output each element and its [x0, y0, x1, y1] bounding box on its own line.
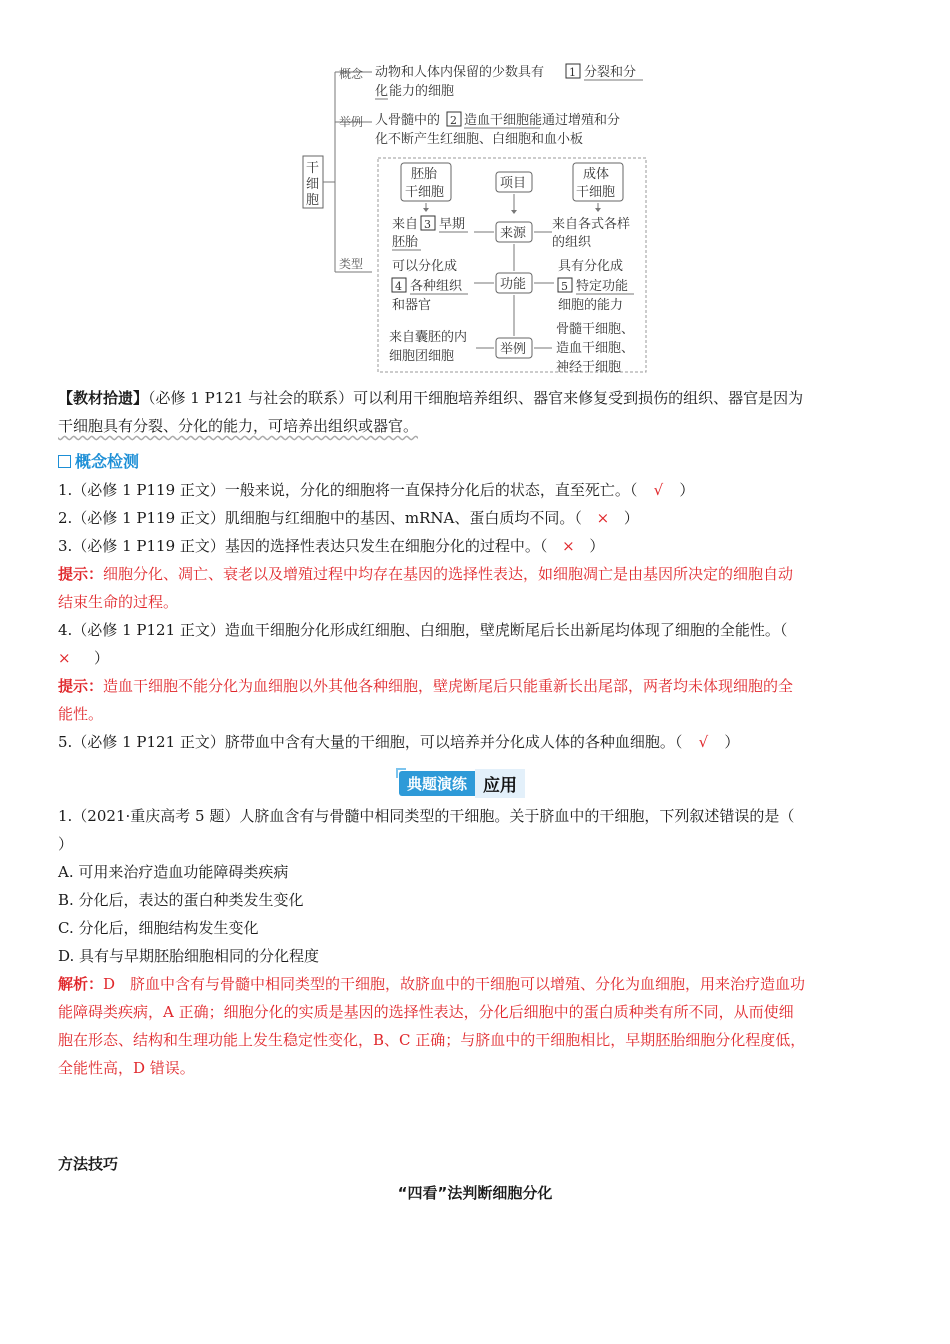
blank-4-num: 4	[395, 280, 402, 293]
option-b: B. 分化后，表达的蛋白种类发生变化	[58, 891, 304, 909]
option-c: C. 分化后，细胞结构发生变化	[58, 919, 259, 937]
check-item-3	[58, 532, 892, 560]
embryo-ex-2: 细胞团细胞	[389, 349, 455, 364]
root-char-2: 细	[306, 177, 320, 192]
analysis-line-4: 全能性高，D 错误。	[58, 1059, 195, 1077]
check-item-5-text: 5.（必修 1 P121 正文）脐带血中含有大量的干细胞，可以培养并分化成人体的各种血细胞。（	[58, 733, 683, 751]
practice-badge-tag: 典题演练	[399, 771, 475, 796]
example-text-1: 人骨髓中的	[375, 113, 441, 128]
check-item-4-text: 4.（必修 1 P121 正文）造血干细胞分化形成红细胞、白细胞，壁虎断尾后长出新尾均体现了细胞的全能性。（	[58, 621, 788, 639]
blank-3-num: 3	[424, 218, 431, 231]
blank-1-num: 1	[569, 66, 576, 79]
concept-check-heading	[58, 448, 892, 476]
row-source: 来源	[500, 226, 527, 241]
concept-check-list	[58, 476, 892, 756]
root-char-3: 胞	[306, 193, 320, 208]
row-example: 举例	[500, 342, 527, 357]
check-item-2-close: ）	[623, 509, 639, 527]
supplement-text-2: 干细胞具有分裂、分化的能力，可培养出组织或器官。	[58, 417, 419, 435]
check-item-3-mark: ×	[562, 537, 575, 555]
col-item: 项目	[500, 176, 527, 191]
adult-ex-1: 骨髓干细胞、	[556, 322, 635, 337]
option-d: D. 具有与早期胚胎细胞相同的分化程度	[58, 947, 320, 965]
method-heading: 方法技巧	[58, 1155, 119, 1173]
check-item-2-text: 2.（必修 1 P119 正文）肌细胞与红细胞中的基因、mRNA、蛋白质均不同。（	[58, 509, 582, 527]
embryo-func-1: 可以分化成	[392, 259, 458, 274]
hint-1-label: 提示：	[58, 565, 104, 583]
check-item-1-mark: √	[653, 481, 664, 499]
practice-question	[58, 802, 892, 1082]
col-embryo-2: 干细胞	[405, 185, 445, 200]
adult-func-3: 细胞的能力	[558, 298, 624, 313]
branch-concept: 概念	[339, 67, 364, 81]
embryo-source-1: 来自	[392, 217, 419, 232]
practice-badge-word: 应用	[475, 769, 525, 798]
concept-text-4: 能力的细胞	[389, 84, 455, 99]
check-item-3-text: 3.（必修 1 P119 正文）基因的选择性表达只发生在细胞分化的过程中。（	[58, 537, 548, 555]
adult-func-2: 特定功能	[576, 279, 629, 294]
header-arrows	[426, 194, 598, 212]
blank-5-num: 5	[561, 280, 568, 293]
example-text-3: 化不断产生红细胞、白细胞和血小板	[375, 132, 584, 147]
check-item-1-close: ）	[679, 481, 695, 499]
hint-2	[58, 672, 892, 700]
col-adult-1: 成体	[583, 167, 610, 182]
analysis-line-2: 能障碍类疾病，A 正确；细胞分化的实质是基因的选择性表达，分化后细胞中的蛋白质种类有所不同，从而使细	[58, 1003, 794, 1021]
question-1-line-a: 1.（2021·重庆高考 5 题）人脐血含有与骨髓中相同类型的干细胞。关于脐血中的干细胞，下列叙述错误的是（	[58, 807, 795, 825]
concept-text-2: 分裂和分	[584, 65, 637, 80]
checkbox-square-icon	[58, 455, 71, 468]
question-1-line-b: ）	[58, 835, 74, 853]
check-item-1	[58, 476, 892, 504]
concept-text-3: 化	[375, 84, 389, 99]
bracket-lines	[323, 72, 372, 272]
adult-source-1: 来自各式各样	[552, 217, 631, 232]
concept-check-title: 概念检测	[75, 452, 140, 471]
check-item-1-text: 1.（必修 1 P119 正文）一般来说，分化的细胞将一直保持分化后的状态，直至死亡。（	[58, 481, 638, 499]
supplement-text-1: （必修 1 P121 与社会的联系）可以利用干细胞培养组织、器官来修复受到损伤的组织、器官是因为	[148, 389, 804, 407]
hint-2-label: 提示：	[58, 677, 104, 695]
hint-2-text-a: 造血干细胞不能分化为血细胞以外其他各种细胞，壁虎断尾后只能重新长出尾部，两者均未体现细胞的全	[103, 677, 794, 695]
check-item-4-close: ）	[94, 649, 110, 667]
row-function: 功能	[500, 277, 527, 292]
header-arrowheads	[423, 208, 601, 214]
hint-1-cont: 结束生命的过程。	[58, 593, 179, 611]
embryo-func-2: 各种组织	[410, 279, 463, 294]
check-item-2	[58, 504, 892, 532]
check-item-5-mark: √	[698, 733, 709, 751]
adult-func-1: 具有分化成	[558, 259, 624, 274]
adult-source-2: 的组织	[552, 235, 592, 250]
adult-ex-2: 造血干细胞、	[556, 341, 635, 356]
hint-1	[58, 560, 892, 588]
check-item-4	[58, 616, 892, 644]
supplement-paragraph	[58, 384, 892, 440]
check-item-2-mark: ×	[596, 509, 610, 527]
embryo-source-3: 胚胎	[392, 235, 419, 250]
analysis-line-3: 胞在形态、结构和生理功能上发生稳定性变化，B、C 正确；与脐血中的干细胞相比，早期胚胎细胞分化程度低，	[58, 1031, 806, 1049]
analysis-line-1	[58, 970, 892, 998]
check-item-5-close: ）	[724, 733, 740, 751]
hint-1-text-a: 细胞分化、凋亡、衰老以及增殖过程中均存在基因的选择性表达，如细胞凋亡是由基因所决定的细胞自动	[103, 565, 794, 583]
method-title: “四看”法判断细胞分化	[397, 1184, 553, 1202]
practice-badge	[399, 770, 525, 796]
check-item-4-cont	[58, 644, 892, 672]
check-item-5	[58, 728, 892, 756]
adult-ex-3: 神经干细胞	[556, 360, 622, 375]
embryo-func-3: 和器官	[392, 298, 432, 313]
example-text-2: 造血干细胞能通过增殖和分	[464, 113, 621, 128]
hint-2-cont: 能性。	[58, 705, 104, 723]
option-a: A. 可用来治疗造血功能障碍类疾病	[58, 863, 289, 881]
branch-type: 类型	[339, 257, 364, 271]
root-char-1: 干	[306, 161, 320, 176]
analysis-text-1: D 脐血中含有与骨髓中相同类型的干细胞，故脐血中的干细胞可以增殖、分化为血细胞，用来治疗造血功	[103, 975, 806, 993]
col-adult-2: 干细胞	[576, 185, 616, 200]
col-embryo-1: 胚胎	[411, 167, 438, 182]
concept-text-1: 动物和人体内保留的少数具有	[375, 65, 545, 80]
check-item-3-close: ）	[589, 537, 605, 555]
stem-cell-concept-map	[0, 0, 950, 380]
branch-example: 举例	[339, 115, 364, 129]
embryo-ex-1: 来自囊胚的内	[389, 330, 468, 345]
embryo-source-2: 早期	[439, 217, 466, 232]
blank-2-num: 2	[450, 114, 457, 127]
check-item-4-mark: ×	[58, 649, 71, 667]
analysis-label: 解析：	[58, 975, 104, 993]
supplement-label: 【教材拾遗】	[58, 389, 149, 407]
